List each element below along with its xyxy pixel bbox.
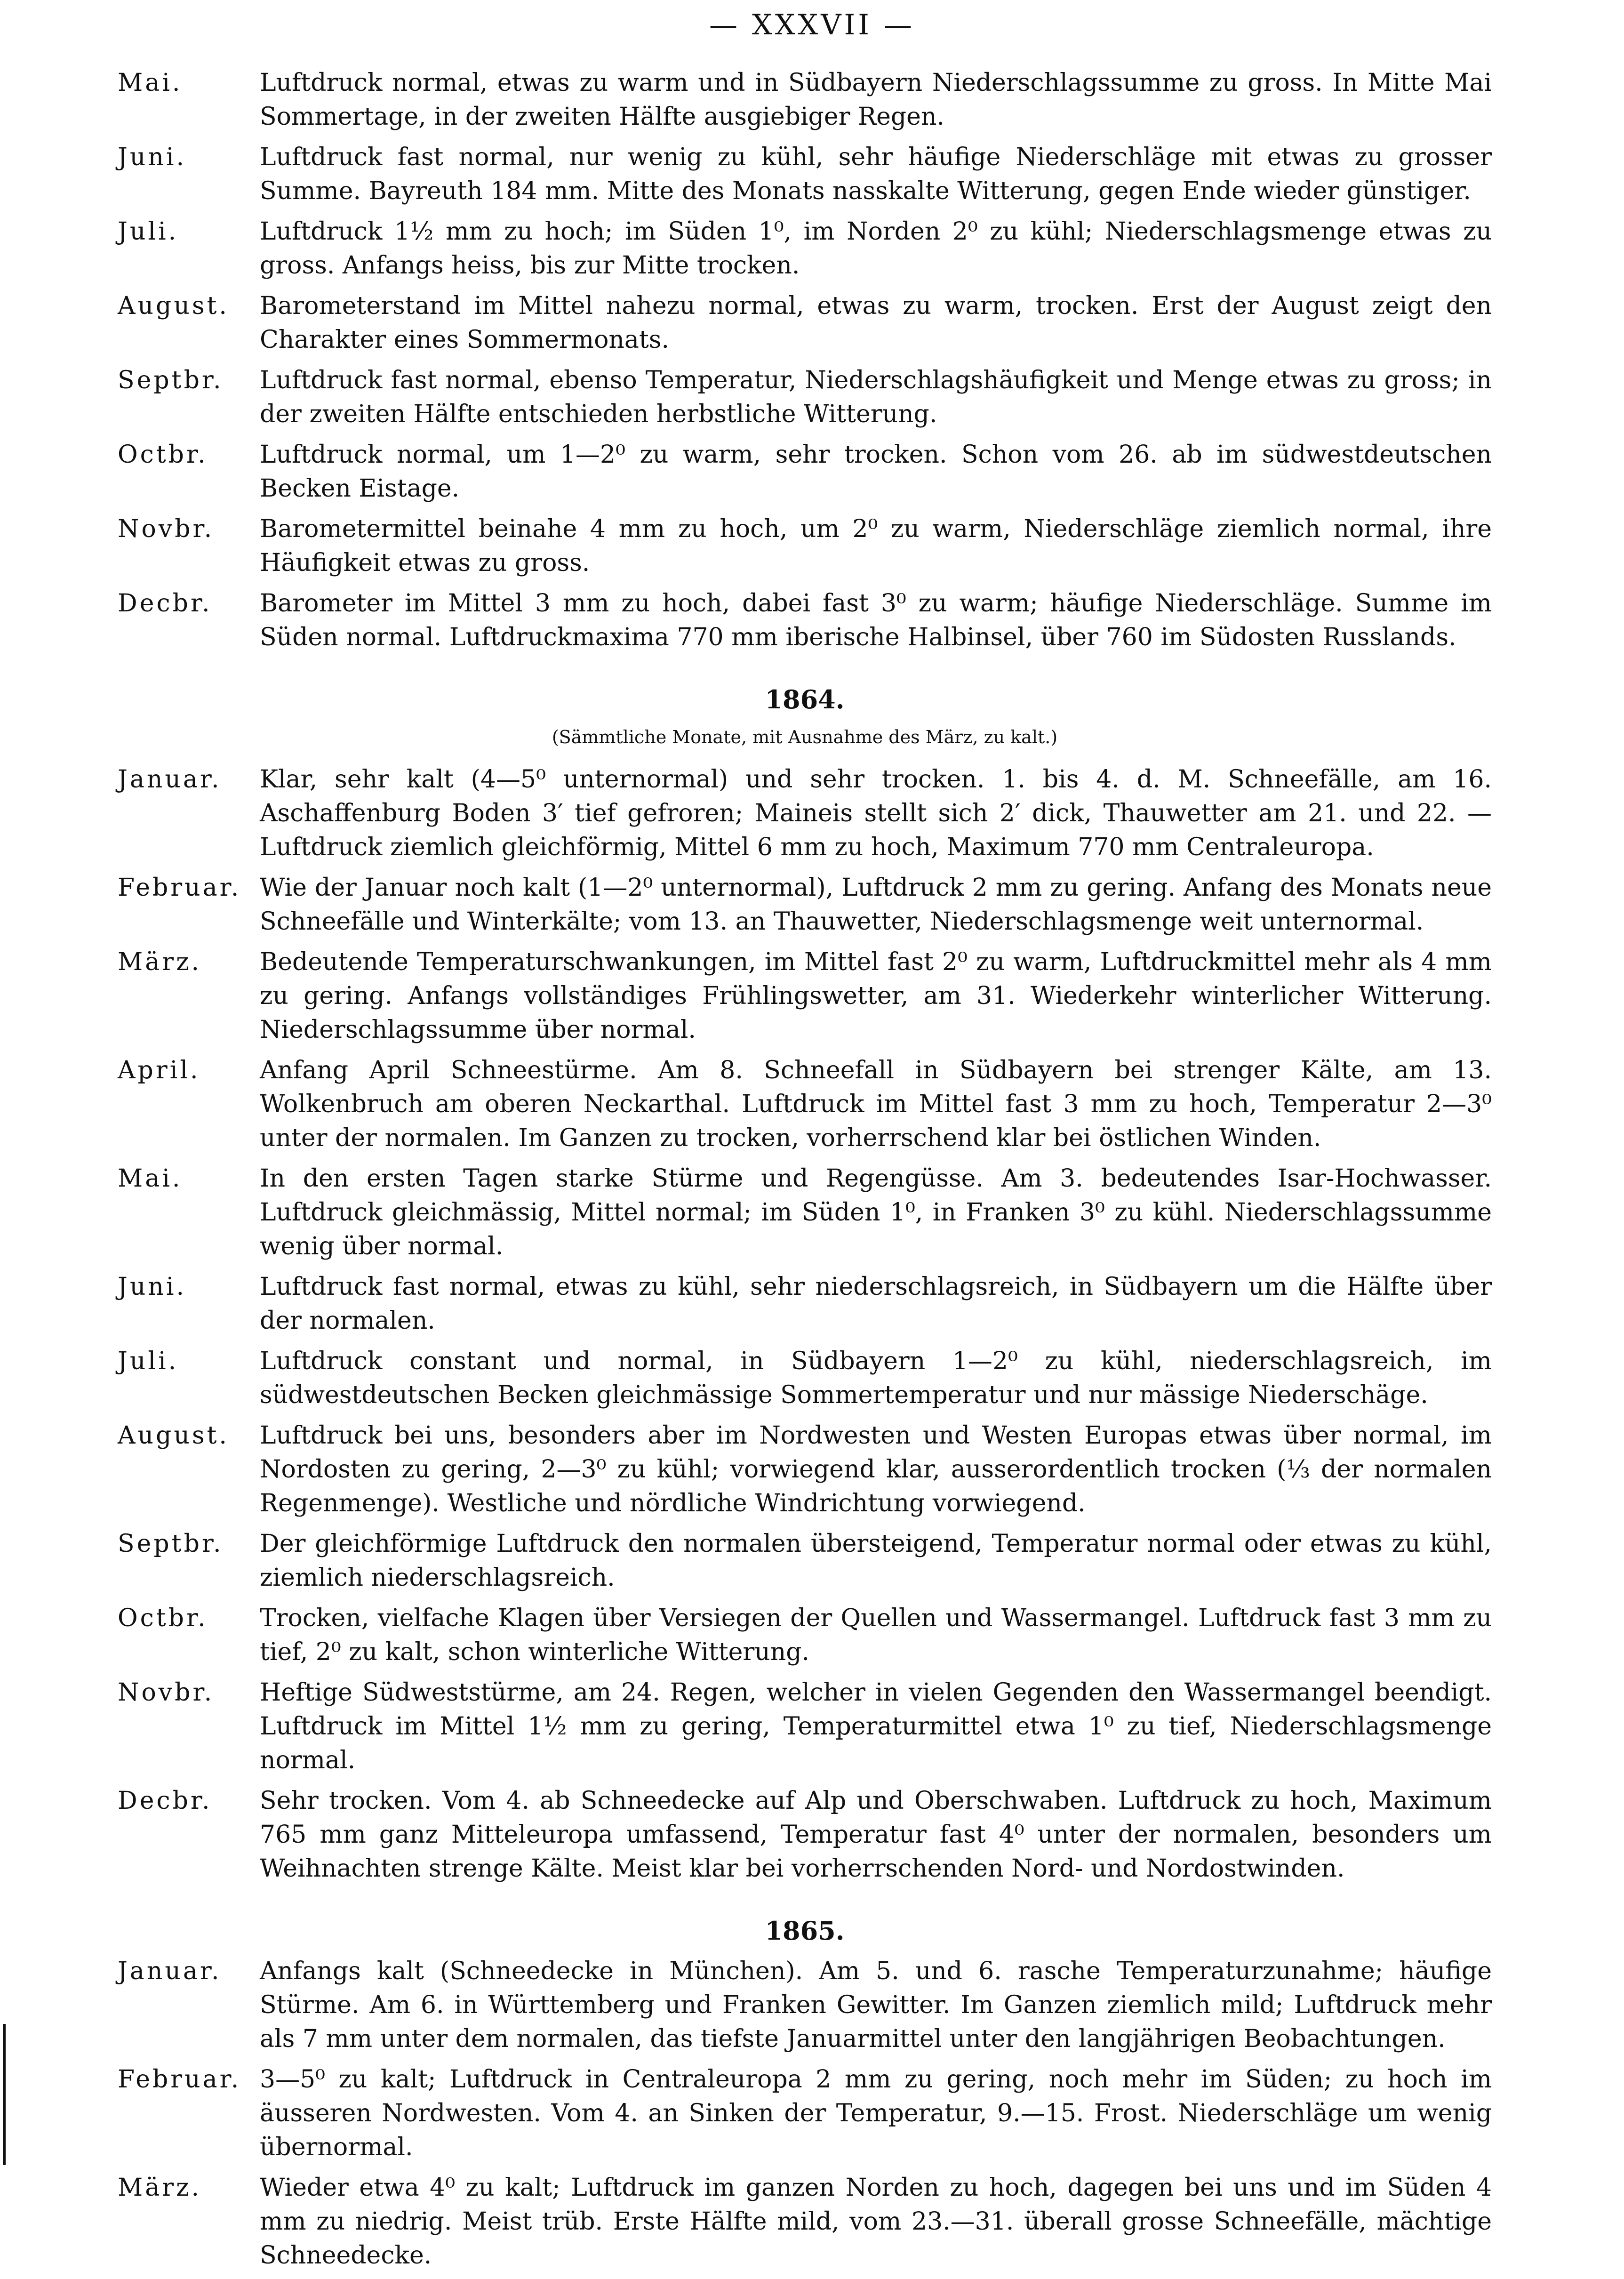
- month-text: Sehr trocken. Vom 4. ab Schneedecke auf Alp und Oberschwaben. Luftdruck zu hoch, Maximum 765 mm ganz Mitteleuropa umfassend, Temperatur fast 4⁰ unter der normalen, besonders um Weihnachten strenge Kälte. Meist klar bei vorherrschenden Nord- und Nordostwinden.: [260, 1787, 1492, 1883]
- month-entry: [118, 2171, 1492, 2272]
- year-note: (Sämmtliche Monate, mit Ausnahme des März, zu kalt.): [552, 727, 1058, 747]
- month-text: Heftige Südweststürme, am 24. Regen, welcher in vielen Gegenden den Wassermangel beendigt. Luftdruck im Mittel 1½ mm zu gering, Temperaturmittel etwa 1⁰ zu tief, Niederschlagsmenge normal.: [260, 1678, 1492, 1774]
- month-text: 3—5⁰ zu kalt; Luftdruck in Centraleuropa 2 mm zu gering, noch mehr im Süden; zu hoch im äusseren Nordwesten. Vom 4. an Sinken der Temperatur, 9.—15. Frost. Niederschläge um wenig übernormal.: [260, 2065, 1492, 2161]
- month-label: Januar.: [118, 765, 222, 794]
- month-label: August.: [118, 1421, 229, 1450]
- month-label: Novbr.: [118, 1678, 215, 1707]
- month-text: Anfangs kalt (Schneedecke in München). Am 5. und 6. rasche Temperaturzunahme; häufige Stürme. Am 6. in Württemberg und Franken Gewitter. Im Ganzen ziemlich mild; Luftdruck mehr als 7 mm unter dem normalen, das tiefste Januarmittel unter den langjährigen Beobachtungen.: [260, 1957, 1492, 2053]
- month-entry: [118, 1954, 1492, 2056]
- month-label: Juli.: [118, 1347, 179, 1375]
- month-label: August.: [118, 292, 229, 320]
- month-text: Luftdruck 1½ mm zu hoch; im Süden 1⁰, im Norden 2⁰ zu kühl; Niederschlagsmenge etwas zu gross. Anfangs heiss, bis zur Mitte trocken.: [260, 217, 1492, 280]
- month-entry: [118, 1527, 1492, 1595]
- scan-margin-line: [3, 2024, 6, 2165]
- month-text: Luftdruck normal, um 1—2⁰ zu warm, sehr trocken. Schon vom 26. ab im südwestdeutschen Becken Eistage.: [260, 441, 1492, 503]
- month-label: Decbr.: [118, 1787, 212, 1815]
- month-entry: [118, 215, 1492, 282]
- month-text: Barometerstand im Mittel nahezu normal, etwas zu warm, trocken. Erst der August zeigt den Charakter eines Sommermonats.: [260, 292, 1492, 354]
- month-entry: [118, 1162, 1492, 1263]
- month-text: Wie der Januar noch kalt (1—2⁰ unternormal), Luftdruck 2 mm zu gering. Anfang des Monats neue Schneefälle und Winterkälte; vom 13. an Thauwetter, Niederschlagsmenge weit unternormal.: [260, 874, 1492, 936]
- month-text: Luftdruck normal, etwas zu warm und in Südbayern Niederschlagssumme zu gross. In Mitte Mai Sommertage, in der zweiten Hälfte ausgiebiger Regen.: [260, 69, 1492, 131]
- month-entry: [118, 871, 1492, 939]
- month-entry: [118, 586, 1492, 654]
- month-text: In den ersten Tagen starke Stürme und Regengüsse. Am 3. bedeutendes Isar-Hochwasser. Luftdruck gleichmässig, Mittel normal; im Süden 1⁰, in Franken 3⁰ zu kühl. Niederschlagssumme wenig über normal.: [260, 1164, 1492, 1260]
- month-label: Juni.: [118, 143, 186, 171]
- month-text: Luftdruck fast normal, ebenso Temperatur, Niederschlagshäufigkeit und Menge etwas zu gross; in der zweiten Hälfte entschieden herbstliche Witterung.: [260, 366, 1492, 428]
- month-entry: [118, 289, 1492, 357]
- month-label: Septbr.: [118, 366, 224, 394]
- month-text: Luftdruck fast normal, nur wenig zu kühl, sehr häufige Niederschläge mit etwas zu grosser Summe. Bayreuth 184 mm. Mitte des Monats nasskalte Witterung, gegen Ende wieder günstiger.: [260, 143, 1492, 205]
- month-text: Luftdruck constant und normal, in Südbayern 1—2⁰ zu kühl, niederschlagsreich, im südwestdeutschen Becken gleichmässige Sommertemperatur und nur mässige Niederschäge.: [260, 1347, 1492, 1409]
- month-entry: [118, 1053, 1492, 1155]
- month-text: Trocken, vielfache Klagen über Versiegen der Quellen und Wassermangel. Luftdruck fast 3 mm zu tief, 2⁰ zu kalt, schon winterliche Witterung.: [260, 1604, 1492, 1666]
- month-text: Bedeutende Temperaturschwankungen, im Mittel fast 2⁰ zu warm, Luftdruckmittel mehr als 4 mm zu gering. Anfangs vollständiges Frühlingswetter, am 31. Wiederkehr winterlicher Witterung. Niederschlagssumme über normal.: [260, 948, 1492, 1044]
- month-entry: [118, 512, 1492, 580]
- month-entry: [118, 1784, 1492, 1886]
- month-entry: [118, 1601, 1492, 1669]
- month-label: Octbr.: [118, 441, 208, 469]
- page-number: — XXXVII —: [709, 8, 915, 41]
- month-text: Luftdruck fast normal, etwas zu kühl, sehr niederschlagsreich, in Südbayern um die Hälfte über der normalen.: [260, 1273, 1492, 1335]
- month-label: April.: [118, 1056, 200, 1084]
- month-entry: [118, 945, 1492, 1047]
- month-entry: [118, 1270, 1492, 1338]
- month-entry: [118, 363, 1492, 431]
- month-label: Juni.: [118, 1273, 186, 1301]
- month-entry: [118, 1419, 1492, 1520]
- month-entry: [118, 140, 1492, 208]
- month-label: Novbr.: [118, 515, 215, 543]
- year-heading: 1864.: [765, 684, 845, 714]
- month-text: Anfang April Schneestürme. Am 8. Schneefall in Südbayern bei strenger Kälte, am 13. Wolkenbruch am oberen Neckarthal. Luftdruck im Mittel fast 3 mm zu hoch, Temperatur 2—3⁰ unter der normalen. Im Ganzen zu trocken, vorherrschend klar bei östlichen Winden.: [260, 1056, 1492, 1152]
- month-entry: [118, 762, 1492, 864]
- month-text: Luftdruck bei uns, besonders aber im Nordwesten und Westen Europas etwas über normal, im Nordosten zu gering, 2—3⁰ zu kühl; vorwiegend klar, ausserordentlich trocken (⅓ der normalen Regenmenge). Westliche und nördliche Windrichtung vorwiegend.: [260, 1421, 1492, 1517]
- month-label: Mai.: [118, 1164, 183, 1193]
- month-entry: [118, 1676, 1492, 1777]
- month-text: Klar, sehr kalt (4—5⁰ unternormal) und sehr trocken. 1. bis 4. d. M. Schneefälle, am 16. Aschaffenburg Boden 3′ tief gefroren; Maineis stellt sich 2′ dick, Thauwetter am 21. und 22. — Luftdruck ziemlich gleichförmig, Mittel 6 mm zu hoch, Maximum 770 mm Centraleuropa.: [260, 765, 1492, 861]
- month-entry: [118, 66, 1492, 134]
- month-entry: [118, 438, 1492, 506]
- year-heading: 1865.: [765, 1916, 845, 1946]
- month-text: Barometermittel beinahe 4 mm zu hoch, um 2⁰ zu warm, Niederschläge ziemlich normal, ihre Häufigkeit etwas zu gross.: [260, 515, 1492, 577]
- month-label: Februar.: [118, 874, 241, 902]
- page-content: [118, 66, 1492, 2279]
- month-label: März.: [118, 948, 202, 976]
- month-label: Decbr.: [118, 589, 212, 618]
- month-label: Septbr.: [118, 1530, 224, 1558]
- month-text: Barometer im Mittel 3 mm zu hoch, dabei fast 3⁰ zu warm; häufige Niederschläge. Summe im Süden normal. Luftdruckmaxima 770 mm iberische Halbinsel, über 760 im Südosten Russlands.: [260, 589, 1492, 651]
- month-label: Juli.: [118, 217, 179, 246]
- month-label: Octbr.: [118, 1604, 208, 1632]
- month-entry: [118, 1344, 1492, 1412]
- month-entry: [118, 2062, 1492, 2164]
- month-label: Mai.: [118, 69, 183, 97]
- month-label: März.: [118, 2174, 202, 2202]
- month-text: Der gleichförmige Luftdruck den normalen übersteigend, Temperatur normal oder etwas zu kühl, ziemlich niederschlagsreich.: [260, 1530, 1492, 1592]
- month-label: Februar.: [118, 2065, 241, 2094]
- month-text: Wieder etwa 4⁰ zu kalt; Luftdruck im ganzen Norden zu hoch, dagegen bei uns und im Süden 4 mm zu niedrig. Meist trüb. Erste Hälfte mild, vom 23.—31. überall grosse Schneefälle, mächtige Schneedecke.: [260, 2174, 1492, 2270]
- month-label: Januar.: [118, 1957, 222, 1985]
